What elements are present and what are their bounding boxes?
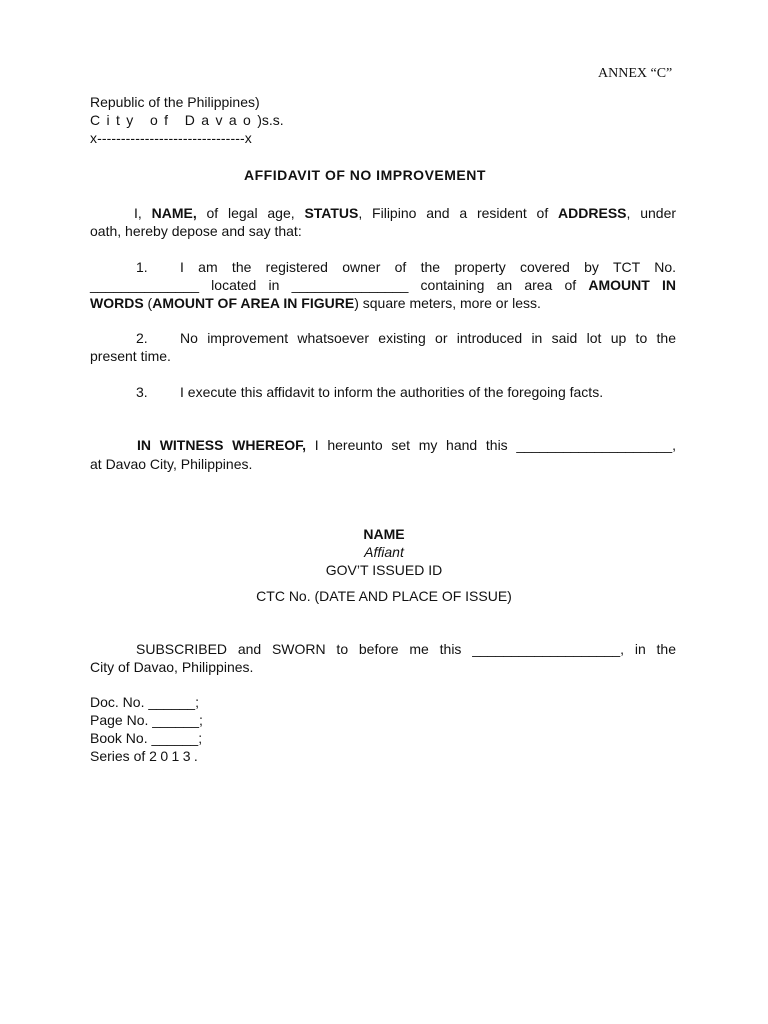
item-2-line-1: No improvement whatsoever existing or introduced in said lot up to the: [180, 330, 676, 346]
notary-book-no: Book No. ______;: [90, 730, 203, 746]
item-3-line-1: I execute this affidavit to inform the authorities of the foregoing facts.: [180, 384, 604, 400]
placeholder-name: NAME,: [151, 205, 197, 221]
intro-text-d: , under: [626, 205, 677, 221]
document-title: AFFIDAVIT OF NO IMPROVEMENT: [244, 167, 486, 183]
series-label: Series of: [90, 748, 150, 764]
item-1-text-end: ) square meters, more or less.: [354, 295, 541, 311]
placeholder-address: ADDRESS: [558, 205, 627, 221]
annex-label: ANNEX “C”: [598, 66, 673, 81]
signature-name: NAME: [363, 526, 405, 542]
notary-doc-no: Doc. No. ______;: [90, 694, 199, 710]
item-1-text-a: ______________ located in _______________ containing an area of: [90, 277, 589, 293]
item-1-line-1: I am the registered owner of the property covered by TCT No.: [180, 259, 676, 275]
intro-text-b: of legal age,: [196, 205, 305, 221]
subscribed-line-2: City of Davao, Philippines.: [90, 659, 254, 675]
intro-text-c: , Filipino and a resident of: [358, 205, 559, 221]
witness-text: I hereunto set my hand this ____________________,: [306, 437, 676, 453]
placeholder-status: STATUS: [304, 205, 359, 221]
placeholder-area-figure: AMOUNT OF AREA IN FIGURE: [152, 295, 355, 311]
placeholder-words: WORDS: [90, 295, 144, 311]
signature-ctc: CTC No. (DATE AND PLACE OF ISSUE): [256, 588, 512, 604]
item-3-number: 3.: [136, 384, 148, 400]
witness-bold: IN WITNESS WHEREOF,: [137, 437, 307, 453]
signature-affiant: Affiant: [364, 544, 404, 560]
caption-divider: x-------------------------------x: [90, 130, 252, 146]
notary-page-no: Page No. ______;: [90, 712, 203, 728]
subscribed-line-1: SUBSCRIBED and SWORN to before me this ___________________, in the: [136, 641, 676, 657]
notary-series: [90, 747, 201, 765]
item-2-line-2: present time.: [90, 348, 171, 364]
item-2-number: 2.: [136, 330, 148, 346]
witness-line-2: at Davao City, Philippines.: [90, 456, 253, 472]
item-1-paren-open: (: [143, 295, 153, 311]
city-ss: )s.s.: [257, 112, 284, 128]
city-name: City of Davao: [90, 112, 258, 128]
series-year: 2013.: [149, 748, 202, 764]
item-1-line-2: [90, 276, 676, 294]
signature-id: GOV’T ISSUED ID: [325, 562, 443, 578]
witness-line-1: [137, 436, 676, 454]
item-1-number: 1.: [136, 259, 148, 275]
placeholder-amount-in: AMOUNT IN: [588, 277, 676, 293]
city-line: [90, 111, 284, 129]
intro-text-a: I,: [134, 205, 152, 221]
republic-line: Republic of the Philippines): [90, 94, 260, 110]
intro-paragraph-line-1: [134, 204, 676, 222]
item-1-line-3: [90, 294, 541, 312]
intro-paragraph-line-2: oath, hereby depose and say that:: [90, 223, 302, 239]
